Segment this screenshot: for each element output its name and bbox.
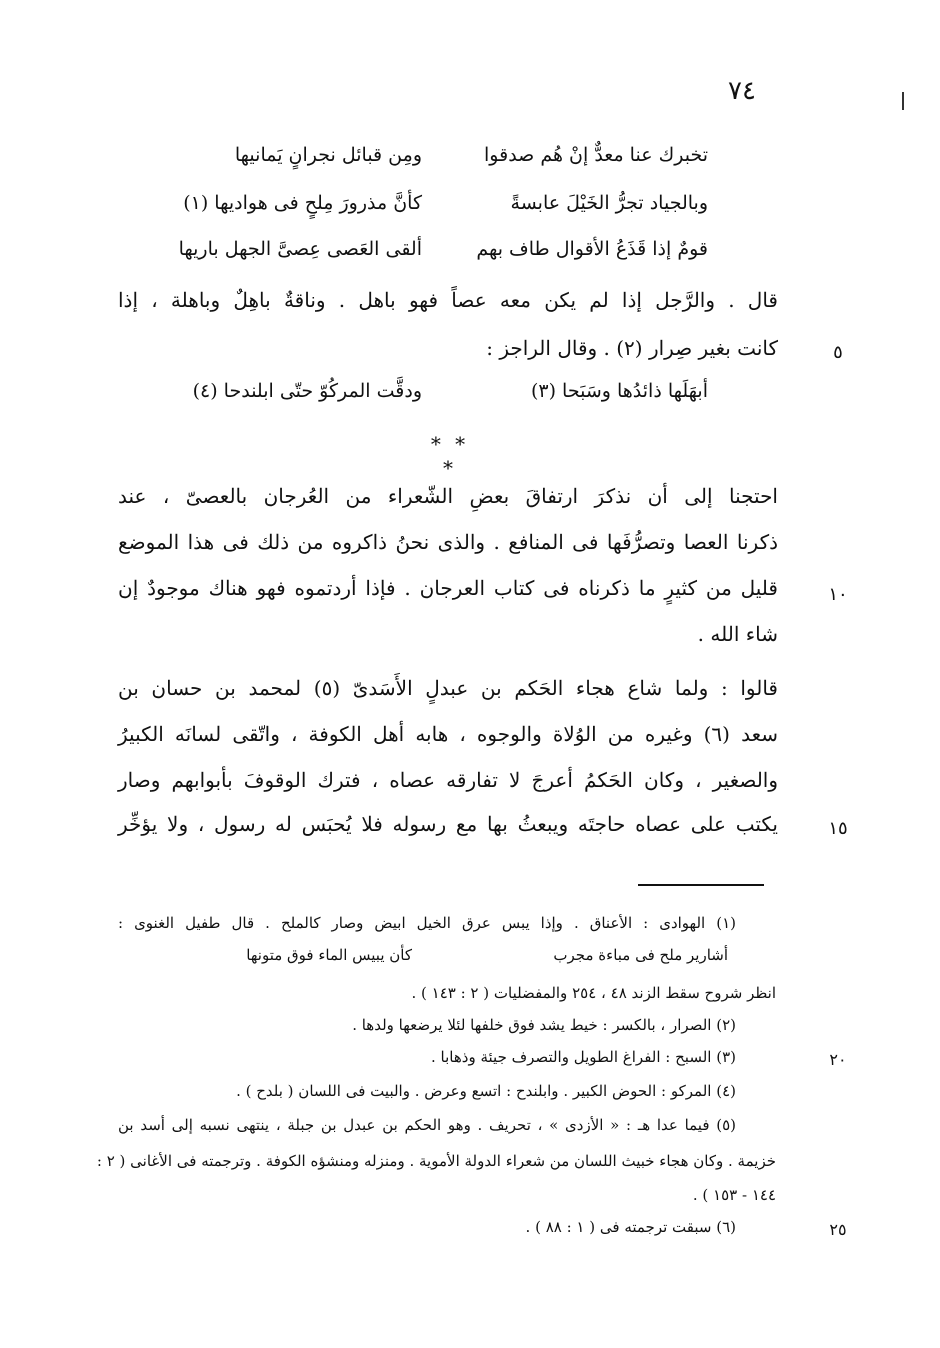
footnote-4: (٤) المركو : الحوض الكبير . وابلندح : اتسع وعرض . والبيت فى اللسان ( بلدح ) . <box>236 1082 736 1100</box>
line-number-5: ٥ <box>833 342 843 363</box>
margin-mark <box>902 92 904 110</box>
footnote-1-line-3: انظر شروح سقط الزند ٤٨ ، ٢٥٤ والمفضليات ( ٢ : ١٤٣ ) . <box>411 984 776 1002</box>
footnote-1-verse-hemistich-1: كأن يبيس الماء فوق متونها <box>246 946 412 964</box>
verse-2-hemistich-2: كأنَّ مذرورَ مِلحٍ فى هواديها (١) <box>183 192 422 214</box>
para1-line-1: قال . والرَّجل إذا لم يكن معه عصاً فهو باهل . وناقةٌ باهِلٌ وباهلة ، إذا <box>118 288 778 312</box>
footnote-3: (٣) السبح : الفراغ الطويل والتصرف جيئة وذهابا . <box>431 1048 736 1066</box>
para2-line-2: ذكرنا العصا وتصرُّفَها فى المنافع . والذى نحنُ ذاكروه من ذلك فى هذا الموضع <box>118 530 778 554</box>
footnote-rule <box>638 884 764 886</box>
rajaz-hemistich-1: أبهَلَها ذائدُها وسَبَحا (٣) <box>530 380 708 402</box>
footnote-5-line-2: خزيمة . وكان هجاء خبيث اللسان من شعراء الدولة الأموية . ومنزله ومنشؤه الكوفة . وترجمته فى الأغانى ( ٢ : <box>96 1152 776 1170</box>
para3-line-3: والصغير ، وكان الحَكمُ أعرجَ لا تفارقه عصاه ، فترك الوقوفَ بأبوابهم وصار <box>118 768 778 792</box>
footnote-1-verse-hemistich-2: أشارير ملح فى مباءة مجرب <box>553 946 728 964</box>
line-number-20: ٢٠ <box>829 1050 847 1069</box>
section-separator: * * * <box>430 432 470 480</box>
line-number-15: ١٥ <box>828 818 848 839</box>
para2-line-4: شاء الله . <box>697 622 778 646</box>
para3-line-4: يكتب على عصاه حاجتَه ويبعثُ بها مع رسوله فلا يُحبَس له رسول ، ولا يؤخِّر <box>118 812 778 836</box>
footnote-5-line-1: (٥) فيما عدا هـ : « الأزدى » ، تحريف . وهو الحكم بن عبدل بن جبلة ، ينتهى نسبه إلى أسد بن <box>118 1116 736 1134</box>
verse-1-hemistich-1: تخبرك عنا معدٌّ إنْ هُم صدقوا <box>484 144 708 166</box>
footnote-6: (٦) سبقت ترجمته فى ( ١ : ٨٨ ) . <box>525 1218 736 1236</box>
para1-line-2: كانت بغير صِرار (٢) . وقال الراجز : <box>486 336 778 360</box>
verse-2-hemistich-1: وبالجياد تجرُّ الخَيْلَ عابسةً <box>510 192 708 214</box>
line-number-10: ١٠ <box>828 584 848 605</box>
page-number: ٧٤ <box>728 76 756 106</box>
footnote-1-line-1: (١) الهوادى : الأعناق . وإذا يبس عرق الخيل ابيض وصار كالملح . قال طفيل الغنوى : <box>118 914 736 932</box>
verse-3-hemistich-1: قومٌ إذا قَذَعُ الأقوال طاف بهم <box>476 238 708 260</box>
para2-line-1: احتجنا إلى أن نذكرَ ارتفاقَ بعضِ الشّعراء من العُرجان بالعصىّ ، عند <box>118 484 778 508</box>
footnote-2: (٢) الصرار ، بالكسر : خيط يشد فوق خلفها لئلا يرضعها ولدها . <box>352 1016 736 1034</box>
para3-line-2: سعد (٦) وغيره من الوُلاة والوجوه ، هابه أهل الكوفة ، واتّقى لسانَه الكبيرُ <box>118 722 778 746</box>
para3-line-1: قالوا : ولما شاع هجاء الحَكم بن عبدلٍ الأَسَدىّ (٥) لمحمد بن حسان بن <box>118 676 778 700</box>
verse-1-hemistich-2: ومِن قبائل نجرانٍ يَمانيها <box>234 144 422 166</box>
line-number-25: ٢٥ <box>829 1220 847 1239</box>
footnote-5-line-3: ١٤٤ - ١٥٣ ) . <box>692 1186 776 1204</box>
para2-line-3: قليل من كثيرٍ ما ذكرناه فى كتاب العرجان . فإذا أردتموه فهو هناك موجودٌ إن <box>118 576 778 600</box>
verse-3-hemistich-2: ألقى العَصى عِصىَّ الجهل باريها <box>178 238 422 260</box>
rajaz-hemistich-2: ودقَّت المركُوّ حتّى ابلندحا (٤) <box>192 380 422 402</box>
